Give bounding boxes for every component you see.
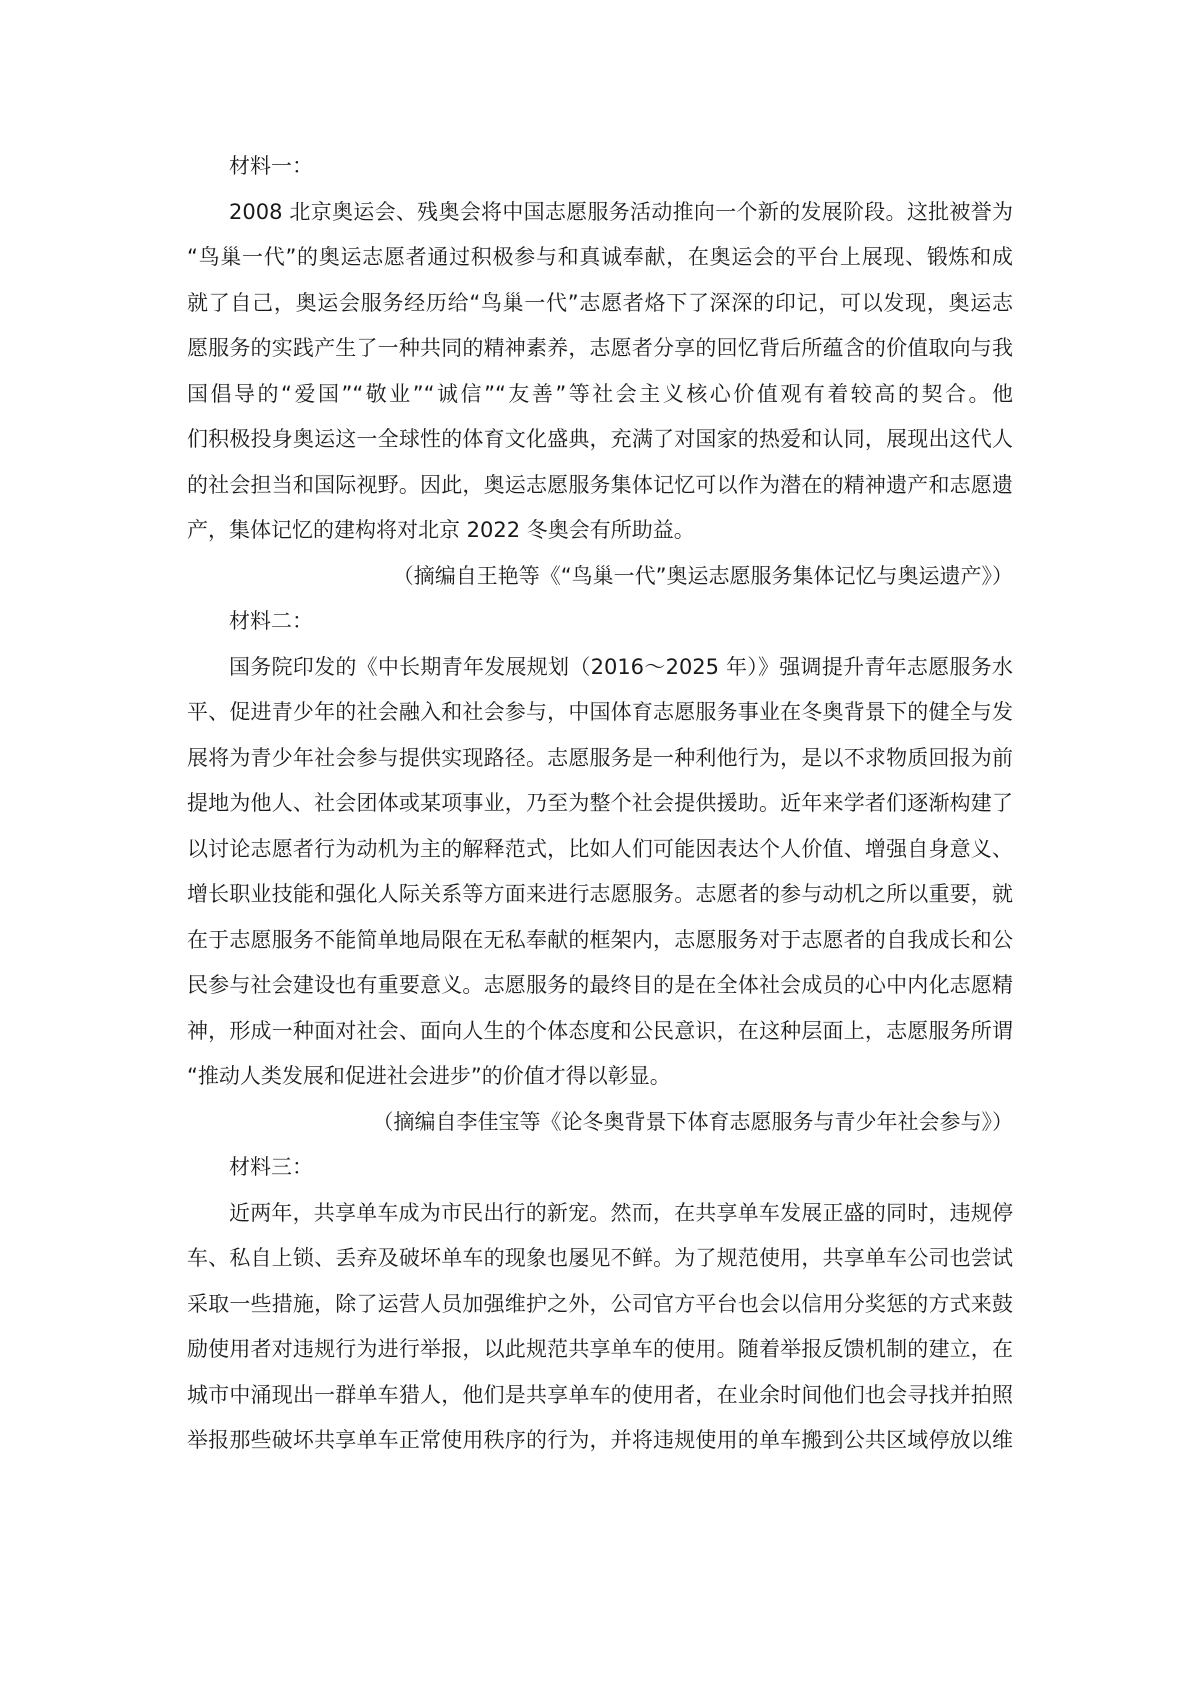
material1-line-3: 就了自己，奥运会服务经历给“鸟巢一代”志愿者烙下了深深的印记，可以发现，奥运志 bbox=[187, 290, 1013, 315]
material2-heading: 材料二： bbox=[229, 609, 313, 633]
material2-source: （摘编自李佳宝等《论冬奥背景下体育志愿服务与青少年社会参与》） bbox=[372, 1109, 1013, 1134]
material2-line-2: 平、促进青少年的社会融入和社会参与，中国体育志愿服务事业在冬奥背景下的健全与发 bbox=[187, 700, 1013, 724]
material3-line-1: 近两年，共享单车成为市民出行的新宠。然而，在共享单车发展正盛的同时，违规停 bbox=[229, 1200, 1013, 1225]
material2-line-10: “推动人类发展和促进社会进步”的价值才得以彰显。 bbox=[187, 1064, 671, 1088]
material1-line-4: 愿服务的实践产生了一种共同的精神素养，志愿者分享的回忆背后所蕴含的价值取向与我 bbox=[187, 336, 1013, 360]
document-page bbox=[187, 150, 1013, 1470]
material2-line-5: 以讨论志愿者行为动机为主的解释范式，比如人们可能因表达个人价值、增强自身意义、 bbox=[187, 836, 1013, 861]
material2-line-4: 提地为他人、社会团体或某项事业，乃至为整个社会提供援助。近年来学者们逐渐构建了 bbox=[187, 791, 1013, 815]
material3-line-6: 举报那些破坏共享单车正常使用秩序的行为，并将违规使用的单车搬到公共区域停放以维 bbox=[187, 1428, 1013, 1452]
material3-line-5: 城市中涌现出一群单车猎人，他们是共享单车的使用者，在业余时间他们也会寻找并拍照 bbox=[187, 1382, 1013, 1407]
material1-line-5: 国倡导的“爱国”“敬业”“诚信”“友善”等社会主义核心价值观有着较高的契合。他 bbox=[187, 381, 1013, 406]
material2-line-6: 增长职业技能和强化人际关系等方面来进行志愿服务。志愿者的参与动机之所以重要，就 bbox=[187, 882, 1013, 906]
material2-line-9: 神，形成一种面对社会、面向人生的个体态度和公民意识，在这种层面上，志愿服务所谓 bbox=[187, 1018, 1013, 1043]
material3-line-4: 励使用者对违规行为进行举报，以此规范共享单车的使用。随着举报反馈机制的建立，在 bbox=[187, 1337, 1013, 1361]
material1-line-8: 产，集体记忆的建构将对北京 2022 冬奥会有所助益。 bbox=[187, 518, 695, 542]
material2-line-1: 国务院印发的《中长期青年发展规划（2016～2025 年）》强调提升青年志愿服务水 bbox=[229, 654, 1013, 679]
material1-line-7: 的社会担当和国际视野。因此，奥运志愿服务集体记忆可以作为潜在的精神遗产和志愿遗 bbox=[187, 472, 1013, 497]
material1-line-1: 2008 北京奥运会、残奥会将中国志愿服务活动推向一个新的发展阶段。这批被誉为 bbox=[229, 199, 1013, 224]
material1-heading: 材料一： bbox=[229, 154, 313, 178]
material1-line-2: “鸟巢一代”的奥运志愿者通过积极参与和真诚奉献，在奥运会的平台上展现、锻炼和成 bbox=[187, 245, 1013, 269]
material1-line-6: 们积极投身奥运这一全球性的体育文化盛典，充满了对国家的热爱和认同，展现出这代人 bbox=[187, 427, 1013, 451]
material2-line-7: 在于志愿服务不能简单地局限在无私奉献的框架内，志愿服务对于志愿者的自我成长和公 bbox=[187, 927, 1013, 952]
material3-heading: 材料三： bbox=[229, 1155, 313, 1179]
material2-line-3: 展将为青少年社会参与提供实现路径。志愿服务是一种利他行为，是以不求物质回报为前 bbox=[187, 745, 1013, 770]
material3-line-3: 采取一些措施，除了运营人员加强维护之外，公司官方平台也会以信用分奖惩的方式来鼓 bbox=[187, 1291, 1013, 1316]
material3-line-2: 车、私自上锁、丢弃及破坏单车的现象也屡见不鲜。为了规范使用，共享单车公司也尝试 bbox=[187, 1246, 1013, 1270]
material1-source: （摘编自王艳等《“鸟巢一代”奥运志愿服务集体记忆与奥运遗产》） bbox=[392, 563, 1013, 588]
material2-line-8: 民参与社会建设也有重要意义。志愿服务的最终目的是在全体社会成员的心中内化志愿精 bbox=[187, 973, 1013, 997]
